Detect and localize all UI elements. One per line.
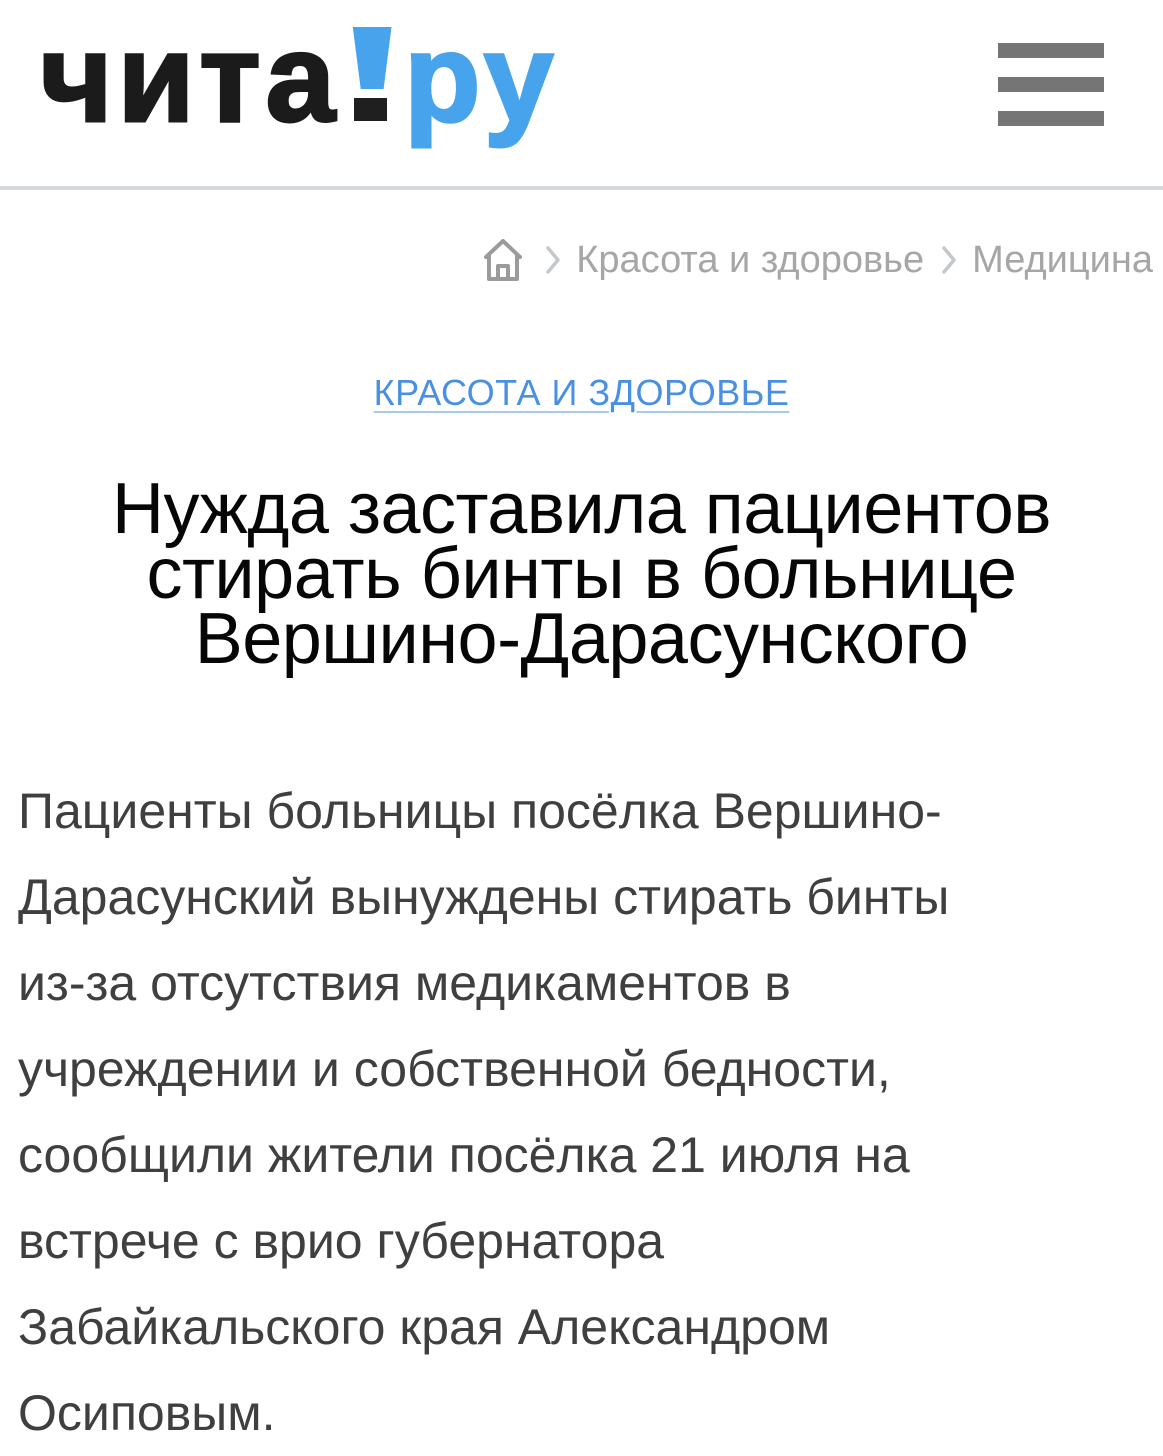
- hamburger-icon: [998, 43, 1104, 58]
- site-logo[interactable]: [40, 9, 559, 148]
- breadcrumb-home-link[interactable]: [478, 236, 528, 284]
- breadcrumb-item-current[interactable]: Медицина: [972, 238, 1153, 281]
- site-header: [0, 0, 1163, 186]
- chevron-right-icon: [542, 243, 564, 277]
- chevron-right-icon: [938, 243, 960, 277]
- article: [0, 372, 1163, 1456]
- logo-text-black: чита: [40, 9, 341, 148]
- breadcrumb: [0, 236, 1163, 284]
- logo-text-blue: ру: [404, 9, 559, 148]
- hamburger-icon: [998, 111, 1104, 126]
- breadcrumb-item-section[interactable]: Красота и здоровье: [576, 238, 925, 281]
- category-link[interactable]: КРАСОТА И ЗДОРОВЬЕ: [373, 372, 790, 413]
- article-title: Нужда заставила пациентов стирать бинты в больнице Вершино-Дарасунского: [111, 469, 1052, 679]
- hamburger-menu-button[interactable]: [998, 43, 1104, 125]
- home-icon: [478, 236, 528, 284]
- article-lead-paragraph: Пациенты больницы посёлка Вершино-Дарасунский вынуждены стирать бинты из-за отсутствия медикаментов в учреждении и собственной бедности, сообщили жители посёлка 21 июля на встрече с врио губернатора Забайкальского края Александром Осиповым.: [18, 783, 950, 1441]
- exclamation-icon: [350, 29, 394, 121]
- header-divider: [0, 186, 1163, 190]
- hamburger-icon: [998, 77, 1104, 92]
